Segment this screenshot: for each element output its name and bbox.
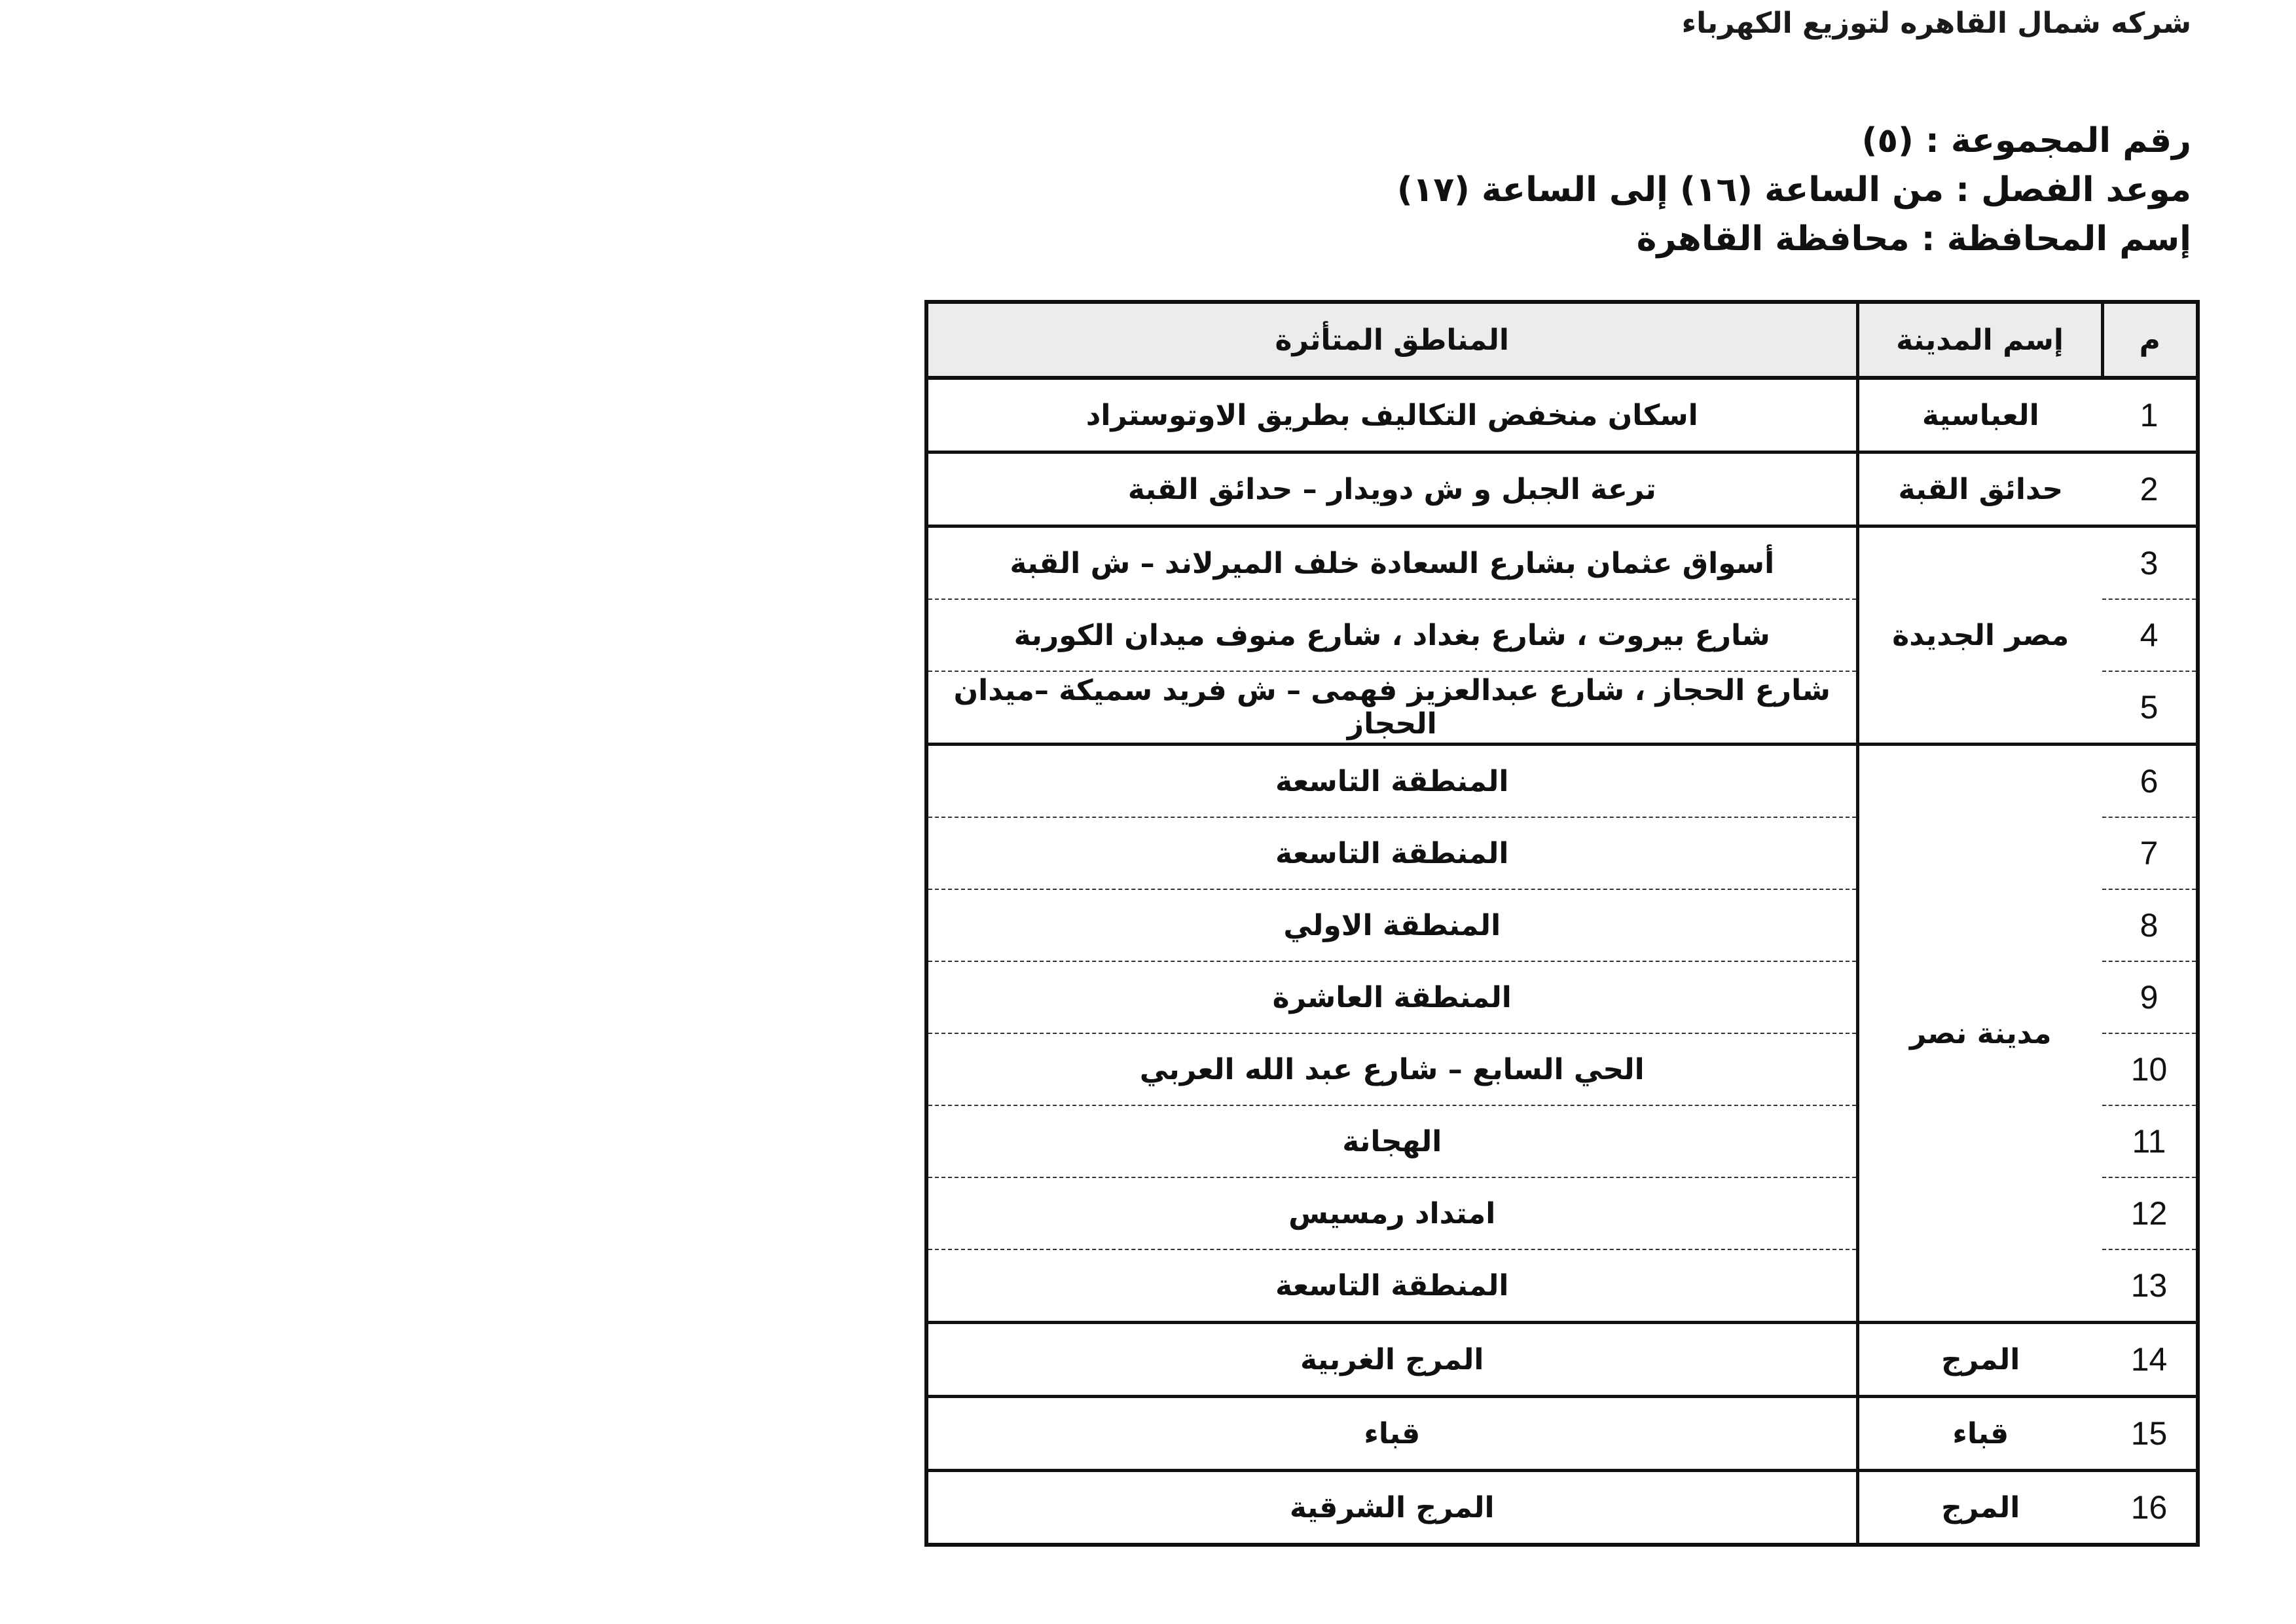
city-name: مدينة نصر [1857,745,2102,1323]
affected-area: اسكان منخفض التكاليف بطريق الاوتوستراد [926,378,1857,452]
row-number: 9 [2102,961,2198,1033]
table-header-row [926,302,2198,378]
affected-area: المنطقة التاسعة [926,1249,1857,1323]
affected-area: شارع الحجاز ، شارع عبدالعزيز فهمى – ش فريد سميكة –ميدان الحجاز [926,671,1857,745]
row-number: 5 [2102,671,2198,745]
affected-area: امتداد رمسيس [926,1177,1857,1249]
row-number: 16 [2102,1471,2198,1545]
column-header-areas: المناطق المتأثرة [926,302,1857,378]
row-number: 3 [2102,526,2198,600]
column-header-city: إسم المدينة [1857,302,2102,378]
city-name: قباء [1857,1397,2102,1471]
table-row [926,526,2198,600]
row-number: 12 [2102,1177,2198,1249]
affected-area: المرج الشرقية [926,1471,1857,1545]
table-row [926,378,2198,452]
table-row [926,452,2198,526]
row-number: 4 [2102,599,2198,671]
table-row [926,1397,2198,1471]
affected-area: أسواق عثمان بشارع السعادة خلف الميرلاند – ش القبة [926,526,1857,600]
schedule-info [1397,117,2191,264]
table-row [926,1471,2198,1545]
city-name: المرج [1857,1471,2102,1545]
cutoff-time: موعد الفصل : من الساعة (١٦) إلى الساعة (١٧) [1396,170,2191,210]
affected-area: المنطقة الاولي [926,889,1857,961]
group-number: رقم المجموعة : (٥) [1861,121,2191,160]
affected-areas-table [924,300,2200,1547]
affected-area: المنطقة العاشرة [926,961,1857,1033]
row-number: 6 [2102,745,2198,818]
company-name: شركه شمال القاهره لتوزيع الكهرباء [1681,7,2191,40]
affected-area: الحي السابع – شارع عبد الله العربي [926,1033,1857,1105]
row-number: 15 [2102,1397,2198,1471]
row-number: 11 [2102,1105,2198,1177]
affected-area: المنطقة التاسعة [926,745,1857,818]
city-name: حدائق القبة [1857,452,2102,526]
city-name: المرج [1857,1323,2102,1397]
row-number: 13 [2102,1249,2198,1323]
affected-area: شارع بيروت ، شارع بغداد ، شارع منوف ميدان الكوربة [926,599,1857,671]
affected-area: المرج الغربية [926,1323,1857,1397]
affected-area: قباء [926,1397,1857,1471]
city-name: مصر الجديدة [1857,526,2102,745]
row-number: 2 [2102,452,2198,526]
governorate-name: إسم المحافظة : محافظة القاهرة [1636,219,2191,259]
city-name: العباسية [1857,378,2102,452]
affected-area: الهجانة [926,1105,1857,1177]
column-header-number: م [2102,302,2198,378]
row-number: 10 [2102,1033,2198,1105]
table-row [926,745,2198,818]
row-number: 14 [2102,1323,2198,1397]
affected-area: المنطقة التاسعة [926,817,1857,889]
row-number: 8 [2102,889,2198,961]
table-row [926,1323,2198,1397]
row-number: 1 [2102,378,2198,452]
affected-area: ترعة الجبل و ش دويدار – حدائق القبة [926,452,1857,526]
row-number: 7 [2102,817,2198,889]
